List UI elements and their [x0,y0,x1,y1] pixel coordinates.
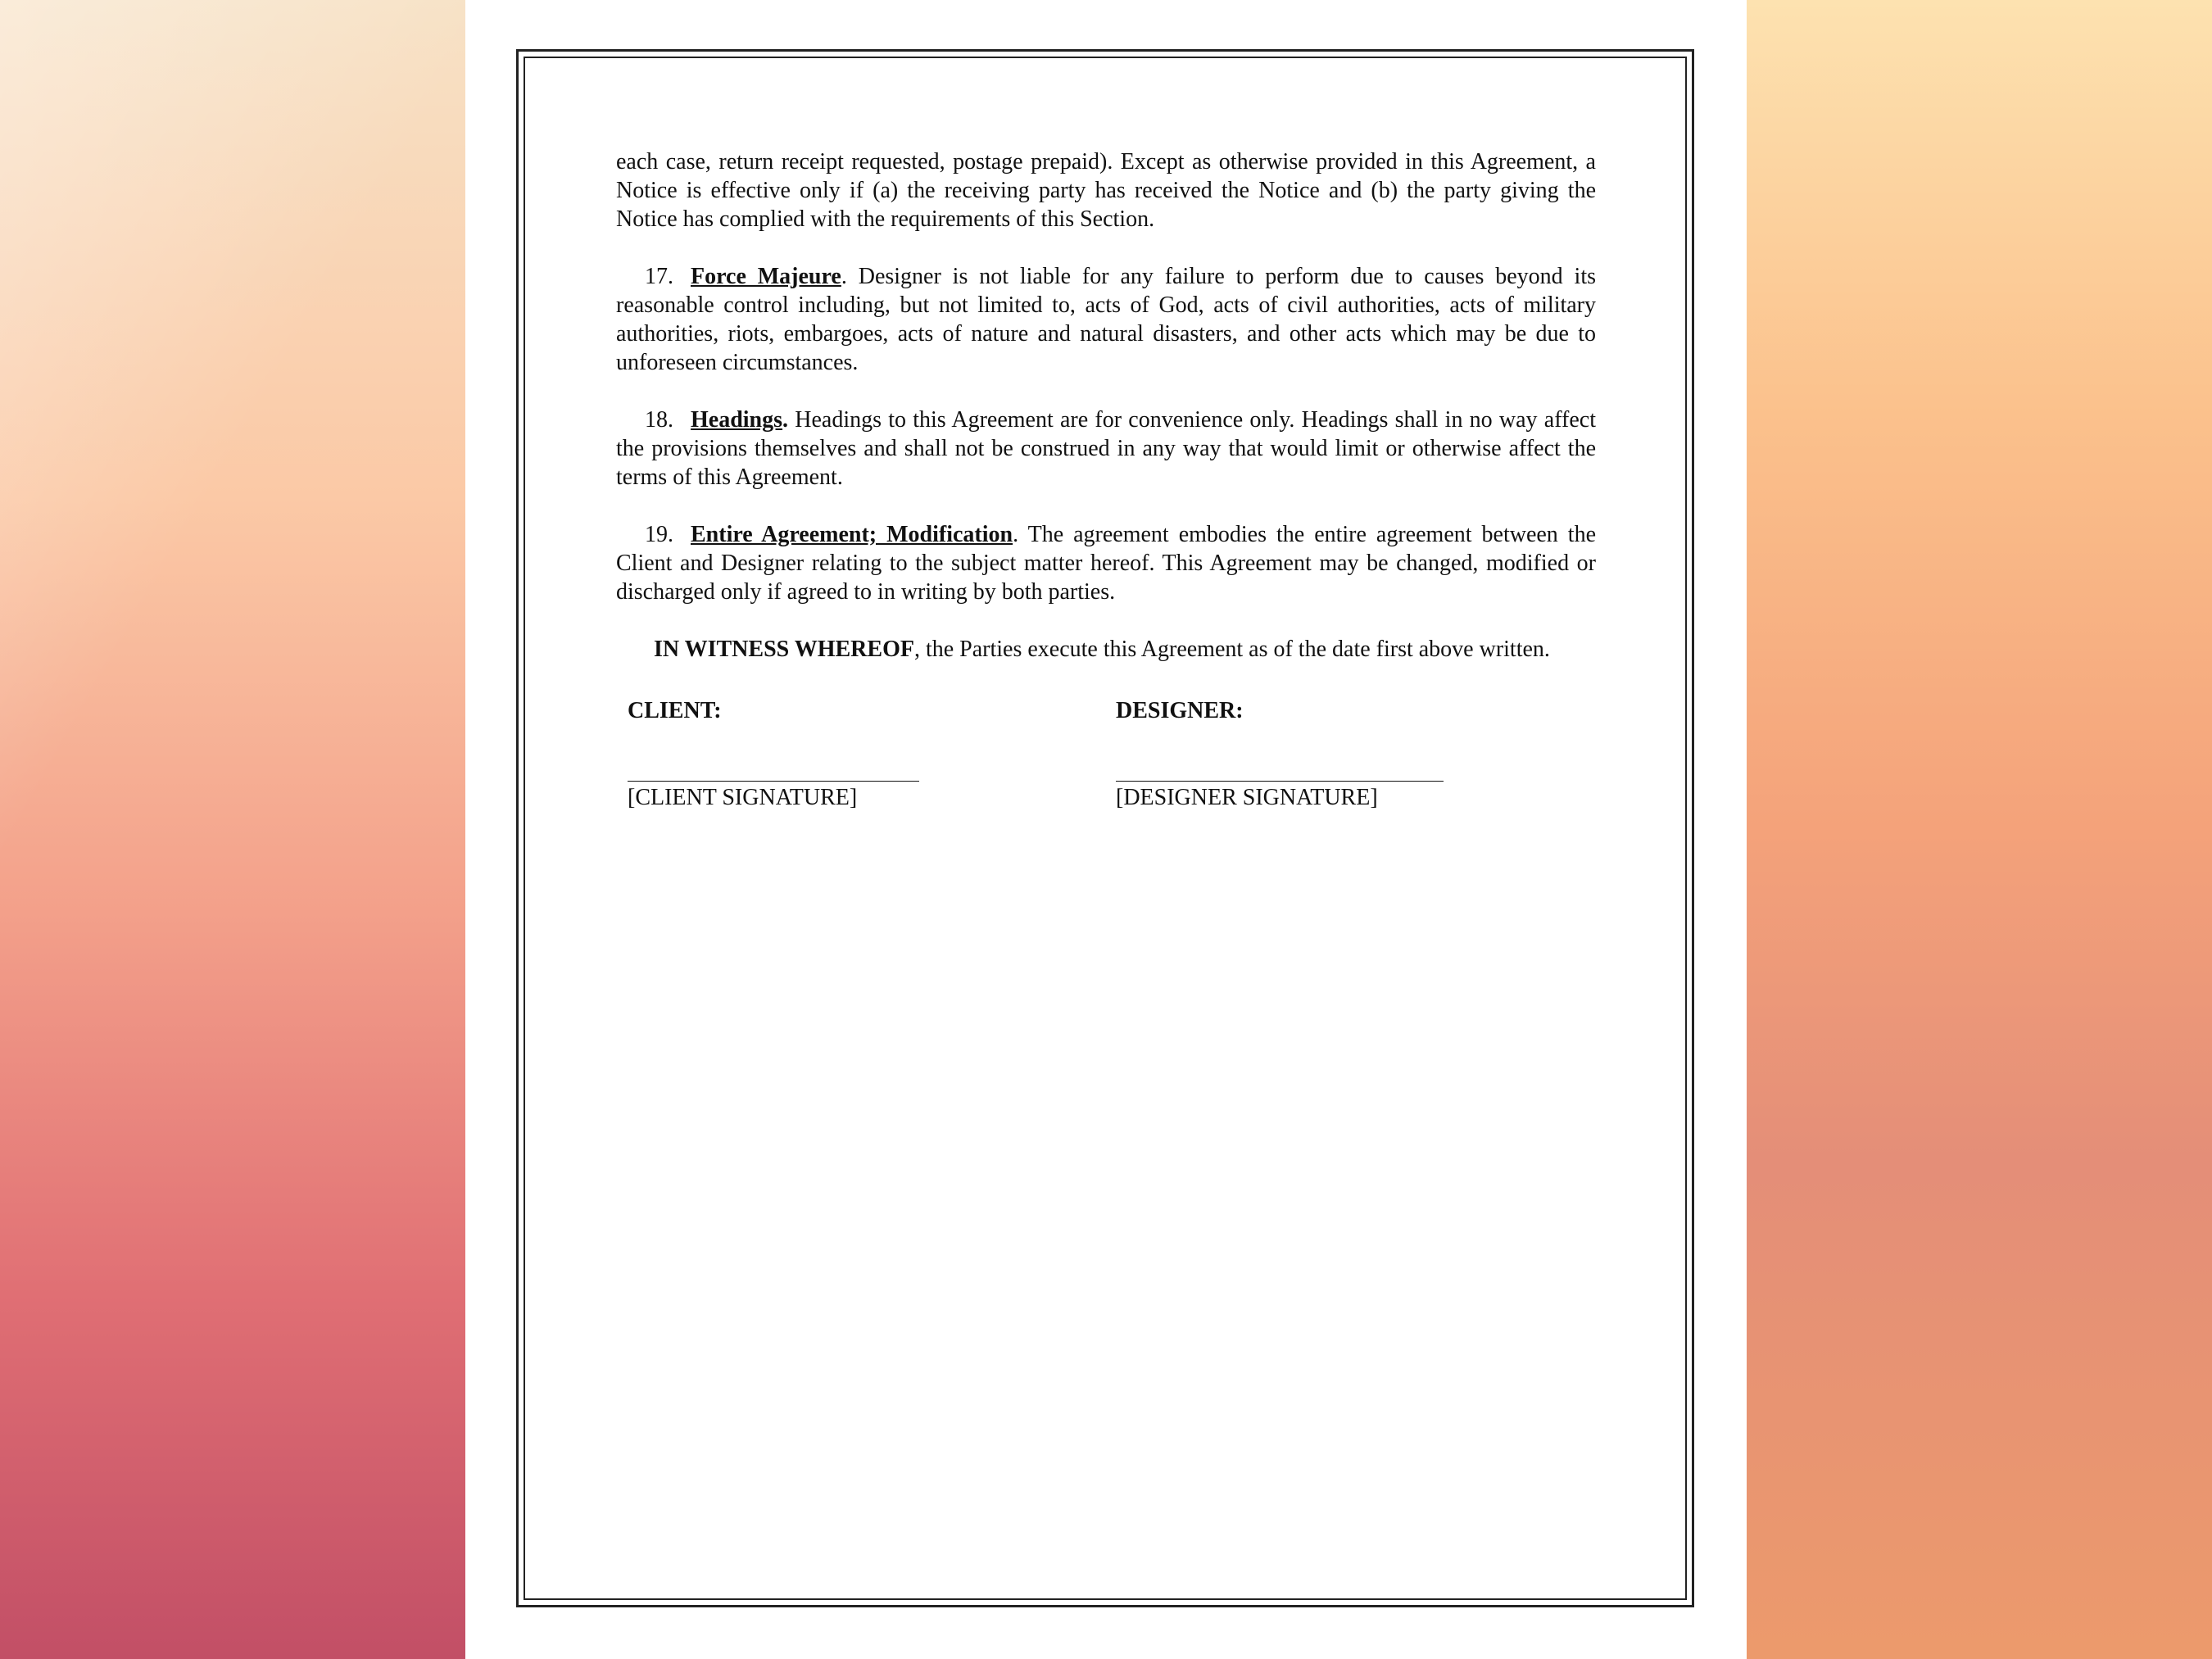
designer-signature-line[interactable] [1116,781,1444,782]
witness-clause [616,635,1596,664]
background-left [0,0,465,1659]
witness-lead: IN WITNESS WHEREOF [654,637,914,662]
client-signature-placeholder: [CLIENT SIGNATURE] [628,785,858,810]
client-label: CLIENT: [628,698,722,723]
document-page [465,0,1747,1659]
section-heading: Force Majeure [691,264,841,289]
client-signature-block [628,696,919,812]
section-heading-punct: . [1013,522,1019,547]
designer-signature-block [1116,696,1444,812]
section-body: Headings to this Agreement are for convenience only. Headings shall in no way affect the provisions themselves and shall not be construed in any way that would limit or otherwise affect the terms of this Agreement. [616,407,1596,490]
section-force-majeure [616,262,1596,377]
section-heading-punct: . [841,264,847,289]
section-body: Designer is not liable for any failure to perform due to causes beyond its reasonable control including, but not limited to, acts of God, acts of civil authorities, acts of military authorities, riots, embargoes, acts of nature and natural disasters, and other acts which may be due to unforeseen circumstances. [616,264,1596,375]
background-right [1747,0,2212,1659]
document-body [616,147,1596,860]
client-signature-line[interactable] [628,781,919,782]
section-number: 19. [645,522,673,547]
section-number: 18. [645,407,673,433]
section-heading: Headings [691,407,783,433]
designer-signature-placeholder: [DESIGNER SIGNATURE] [1116,785,1378,810]
section-headings [616,406,1596,492]
section-heading-punct: . [782,407,789,433]
witness-rest: , the Parties execute this Agreement as of the date first above written. [913,637,1550,662]
section-number: 17. [645,264,673,289]
paragraph-notice-tail: each case, return receipt requested, postage prepaid). Except as otherwise provided in this Agreement, a Notice is effective only if (a) the receiving party has received the Notice and (b) the party giving the Notice has complied with the requirements of this Section. [616,149,1596,232]
section-heading: Entire Agreement; Modification [691,522,1013,547]
signature-block [616,696,1596,860]
section-body: The agreement embodies the entire agreement between the Client and Designer relating to the subject matter hereof. This Agreement may be changed, modified or discharged only if agreed to in writing by both parties. [616,522,1596,605]
designer-label: DESIGNER: [1116,698,1244,723]
section-entire-agreement [616,520,1596,606]
